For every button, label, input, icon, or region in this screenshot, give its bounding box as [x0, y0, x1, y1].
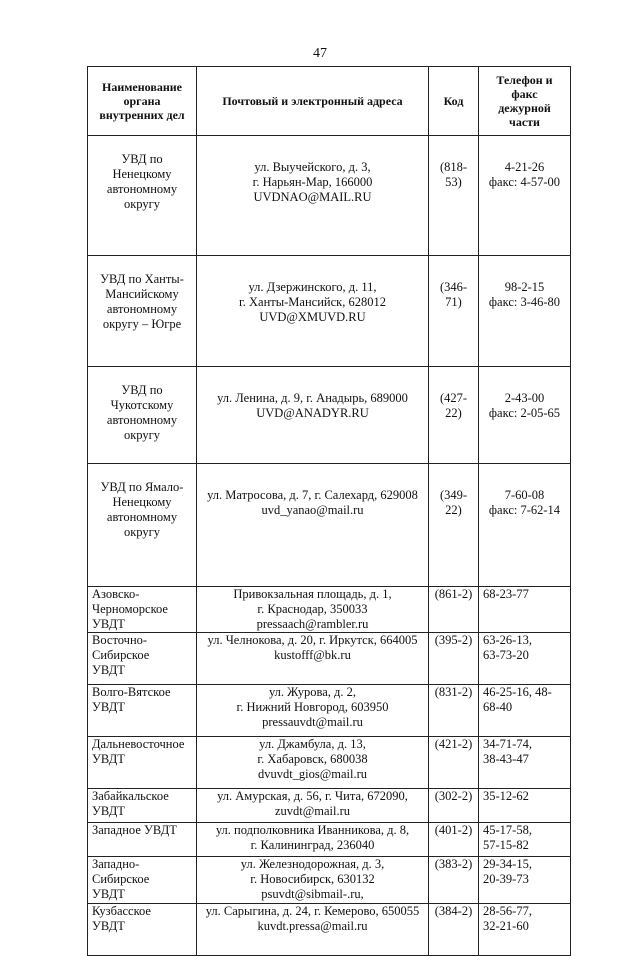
address-cell — [197, 633, 429, 685]
org-cell-line: Ненецкому — [112, 167, 172, 181]
code-cell — [429, 136, 479, 256]
address-cell — [197, 857, 429, 904]
header-address — [197, 67, 429, 136]
phone-cell-line: 68-40 — [483, 700, 513, 714]
address-cell-line: zuvdt@mail.ru — [274, 804, 351, 818]
table-header-row — [88, 67, 571, 136]
code-cell-line: 53) — [445, 175, 462, 189]
table-row — [88, 587, 571, 633]
org-cell — [88, 633, 197, 685]
header-organ — [88, 67, 197, 136]
phone-cell-line: 38-43-47 — [483, 752, 529, 766]
code-cell-line: (383-2) — [434, 857, 473, 871]
phone-cell-line: факс: 7-62-14 — [488, 503, 561, 517]
org-cell-line: Азовско- — [92, 587, 140, 601]
header-address-line: Почтовый и электронный адреса — [222, 94, 403, 108]
address-cell-line: ул. Джамбула, д. 13, — [259, 737, 366, 751]
address-cell-line: uvd_yanao@mail.ru — [261, 503, 364, 517]
table-row — [88, 857, 571, 904]
phone-cell-line: 63-73-20 — [483, 648, 529, 662]
header-organ-line: Наименование — [102, 80, 182, 94]
org-cell — [88, 823, 197, 857]
phone-cell-line: 34-71-74, — [483, 737, 532, 751]
address-cell — [197, 789, 429, 823]
org-cell-line: Западно- — [92, 857, 140, 871]
code-cell-line: (384-2) — [434, 904, 473, 918]
phone-cell-line: 63-26-13, — [483, 633, 532, 647]
address-cell — [197, 464, 429, 587]
address-cell — [197, 587, 429, 633]
code-cell-line: (818- — [439, 160, 468, 174]
org-cell-line: Волго-Вятское — [92, 685, 171, 699]
org-cell-line: УВДТ — [92, 663, 125, 677]
phone-cell-line: 20-39-73 — [483, 872, 529, 886]
phone-cell-line: факс: 3-46-80 — [488, 295, 561, 309]
address-cell-line: г. Калининград, 236040 — [250, 838, 375, 852]
org-cell-line: округу — [123, 525, 161, 539]
table-row — [88, 789, 571, 823]
org-cell-line: Забайкальское — [92, 789, 169, 803]
org-cell — [88, 464, 197, 587]
phone-cell-line: факс: 2-05-65 — [488, 406, 561, 420]
phone-cell-line: 35-12-62 — [483, 789, 529, 803]
header-phone-line: дежурной — [498, 101, 551, 115]
address-cell-line: UVD@XMUVD.RU — [259, 310, 366, 324]
table-row — [88, 737, 571, 789]
header-code — [429, 67, 479, 136]
address-cell — [197, 823, 429, 857]
table-row — [88, 256, 571, 367]
phone-cell-line: 4-21-26 — [504, 160, 545, 174]
header-code-line: Код — [443, 94, 464, 108]
table-row — [88, 367, 571, 464]
code-cell — [429, 789, 479, 823]
code-cell — [429, 633, 479, 685]
address-cell-line: ул. Ленина, д. 9, г. Анадырь, 689000 — [217, 391, 408, 405]
phone-cell — [479, 633, 571, 685]
phone-cell — [479, 904, 571, 956]
address-cell-line: г. Новосибирск, 630132 — [250, 872, 375, 886]
code-cell — [429, 857, 479, 904]
header-organ-line: органа — [123, 94, 161, 108]
org-cell-line: Чукотскому — [110, 398, 174, 412]
org-cell-line: Западное УВДТ — [92, 823, 177, 837]
org-cell-line: УВД по Ямало- — [100, 480, 184, 494]
phone-cell — [479, 256, 571, 367]
address-cell-line: pressauvdt@mail.ru — [262, 715, 363, 729]
code-cell — [429, 587, 479, 633]
code-cell-line: (395-2) — [434, 633, 473, 647]
org-cell-line: автономному — [106, 510, 178, 524]
address-cell-line: ул. Железнодорожная, д. 3, — [240, 857, 385, 871]
org-cell — [88, 256, 197, 367]
org-cell — [88, 857, 197, 904]
org-cell-line: УВД по — [121, 383, 163, 397]
code-cell — [429, 367, 479, 464]
table-row — [88, 904, 571, 956]
org-cell-line: УВДТ — [92, 617, 125, 631]
header-phone-line: части — [509, 115, 540, 129]
code-cell-line: (831-2) — [434, 685, 473, 699]
org-cell — [88, 367, 197, 464]
org-cell-line: УВДТ — [92, 887, 125, 901]
address-cell-line: psuvdt@sibmail-.ru, — [261, 887, 364, 901]
code-cell — [429, 823, 479, 857]
phone-cell-line: 45-17-58, — [483, 823, 532, 837]
phone-cell-line: 98-2-15 — [504, 280, 545, 294]
address-cell — [197, 136, 429, 256]
address-cell — [197, 904, 429, 956]
code-cell-line: (421-2) — [434, 737, 473, 751]
phone-cell-line: 46-25-16, 48- — [483, 685, 552, 699]
address-cell-line: г. Хабаровск, 680038 — [257, 752, 368, 766]
org-cell-line: УВДТ — [92, 919, 125, 933]
phone-cell-line: 29-34-15, — [483, 857, 532, 871]
code-cell-line: (302-2) — [434, 789, 473, 803]
code-cell-line: (401-2) — [434, 823, 473, 837]
address-cell-line: г. Нижний Новгород, 603950 — [236, 700, 389, 714]
org-cell-line: Восточно- — [92, 633, 148, 647]
org-cell — [88, 685, 197, 737]
org-cell — [88, 789, 197, 823]
phone-cell-line: 2-43-00 — [504, 391, 545, 405]
address-cell-line: ул. Журова, д. 2, — [268, 685, 357, 699]
phone-cell-line: 68-23-77 — [483, 587, 529, 601]
code-cell — [429, 464, 479, 587]
org-cell-line: Ненецкому — [112, 495, 172, 509]
table-row — [88, 136, 571, 256]
phone-cell-line: 32-21-60 — [483, 919, 529, 933]
phone-cell — [479, 857, 571, 904]
org-cell-line: автономному — [106, 302, 178, 316]
address-cell-line: ул. Амурская, д. 56, г. Чита, 672090, — [217, 789, 408, 803]
phone-cell — [479, 789, 571, 823]
code-cell-line: 22) — [445, 503, 462, 517]
address-cell — [197, 367, 429, 464]
address-cell — [197, 737, 429, 789]
page-number: 47 — [313, 46, 327, 61]
phone-cell — [479, 464, 571, 587]
org-cell-line: УВДТ — [92, 700, 125, 714]
phone-cell — [479, 685, 571, 737]
address-cell-line: pressaach@rambler.ru — [256, 617, 369, 631]
address-cell — [197, 685, 429, 737]
address-cell-line: ул. Челнокова, д. 20, г. Иркутск, 664005 — [207, 633, 418, 647]
table-row — [88, 685, 571, 737]
org-cell-line: автономному — [106, 413, 178, 427]
phone-cell — [479, 136, 571, 256]
org-cell-line: округу — [123, 197, 161, 211]
address-cell — [197, 256, 429, 367]
address-cell-line: ул. Сарыгина, д. 24, г. Кемерово, 650055 — [205, 904, 420, 918]
table-body — [88, 136, 571, 956]
address-cell-line: Привокзальная площадь, д. 1, — [233, 587, 392, 601]
org-cell-line: Сибирское — [92, 872, 150, 886]
org-cell-line: Сибирское — [92, 648, 150, 662]
org-cell — [88, 136, 197, 256]
org-cell-line: УВДТ — [92, 804, 125, 818]
code-cell-line: 71) — [445, 295, 462, 309]
address-cell-line: dvuvdt_gios@mail.ru — [257, 767, 368, 781]
header-phone — [479, 67, 571, 136]
table-row — [88, 823, 571, 857]
address-cell-line: ул. Матросова, д. 7, г. Салехард, 629008 — [207, 488, 418, 502]
code-cell-line: (346- — [439, 280, 468, 294]
phone-cell — [479, 737, 571, 789]
phone-cell-line: 28-56-77, — [483, 904, 532, 918]
org-cell-line: Черноморское — [92, 602, 168, 616]
org-cell-line: УВД по Ханты- — [100, 272, 184, 286]
phone-cell — [479, 367, 571, 464]
code-cell — [429, 904, 479, 956]
phone-cell — [479, 587, 571, 633]
header-phone-line: факс — [511, 87, 538, 101]
org-cell-line: Мансийскому — [105, 287, 179, 301]
address-cell-line: kustofff@bk.ru — [274, 648, 351, 662]
address-cell-line: г. Нарьян-Мар, 166000 — [252, 175, 373, 189]
header-organ-line: внутренних дел — [99, 108, 185, 122]
phone-cell-line: 7-60-08 — [504, 488, 545, 502]
code-cell — [429, 737, 479, 789]
org-cell — [88, 737, 197, 789]
address-cell-line: г. Краснодар, 350033 — [257, 602, 368, 616]
code-cell-line: (427- — [439, 391, 468, 405]
table-row — [88, 464, 571, 587]
org-cell-line: Дальневосточное — [92, 737, 185, 751]
code-cell-line: (861-2) — [434, 587, 473, 601]
address-cell-line: ул. Дзержинского, д. 11, — [248, 280, 377, 294]
address-cell-line: kuvdt.pressa@mail.ru — [257, 919, 368, 933]
org-cell — [88, 587, 197, 633]
code-cell — [429, 685, 479, 737]
phone-cell — [479, 823, 571, 857]
org-cell-line: округу – Югре — [102, 317, 182, 331]
phone-cell-line: факс: 4-57-00 — [488, 175, 561, 189]
address-cell-line: UVDNAO@MAIL.RU — [253, 190, 372, 204]
table-row — [88, 633, 571, 685]
address-cell-line: UVD@ANADYR.RU — [256, 406, 369, 420]
police-directory-table — [87, 66, 571, 956]
org-cell-line: УВД по — [121, 152, 163, 166]
code-cell-line: 22) — [445, 406, 462, 420]
address-cell-line: ул. подполковника Иванникова, д. 8, — [215, 823, 410, 837]
code-cell — [429, 256, 479, 367]
org-cell-line: автономному — [106, 182, 178, 196]
address-cell-line: г. Ханты-Мансийск, 628012 — [239, 295, 386, 309]
header-phone-line: Телефон и — [496, 73, 553, 87]
address-cell-line: ул. Выучейского, д. 3, — [254, 160, 371, 174]
org-cell — [88, 904, 197, 956]
phone-cell-line: 57-15-82 — [483, 838, 529, 852]
org-cell-line: округу — [123, 428, 161, 442]
code-cell-line: (349- — [439, 488, 468, 502]
org-cell-line: Кузбасское — [92, 904, 151, 918]
org-cell-line: УВДТ — [92, 752, 125, 766]
